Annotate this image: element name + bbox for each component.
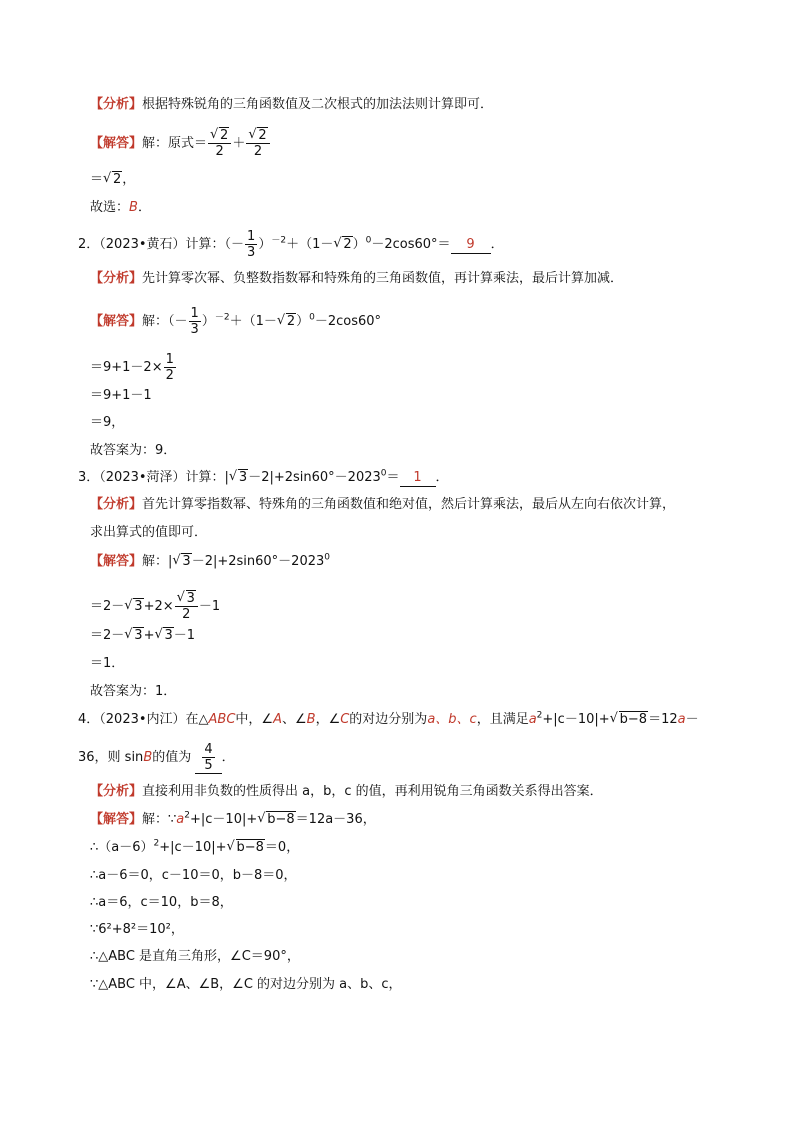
q2-step: ＝9，	[90, 415, 125, 430]
q4-step: ∵△ABC 中，∠A、∠B，∠C 的对边分别为 a、b、c，	[90, 977, 402, 992]
q4-solution: 【解答】解：$\because a^2+|c-10|+√$ b−8＝12a－36，	[90, 812, 376, 828]
q3-step: ＝2－√ 3+2× √ $\frac{3}{2}$ －1	[90, 591, 220, 622]
q3-step: ＝1．	[90, 656, 125, 671]
q1-solution: 【解答】解：原式＝ √ $\frac{2}{2}$ ＋ √ $\frac{2}{2}$	[90, 128, 271, 159]
q1-step: ＝√ 2，	[90, 172, 135, 188]
q4-step: ∵6²+8²＝10²，	[90, 922, 184, 937]
q4-step: ∴a－6＝0，c－10＝0，b－8＝0，	[90, 868, 297, 883]
q4-step: $\therefore(a-6)^2+|c-10|+√$ b−8＝0，	[90, 840, 299, 856]
fraction: √ $\frac{2}{2}$	[208, 128, 231, 159]
q3-solution: 【解答】解：|√ $3-2|+2\sin 60^\circ-2023^0$	[90, 554, 330, 570]
q2-analysis: 【分析】先计算零次幂、负整数指数幂和特殊角的三角函数值，再计算乘法，最后计算加减．	[90, 271, 624, 286]
q2-step: ＝9+1－2× $\frac{1}{2}$	[90, 352, 174, 383]
q2-answer: 故答案为：9．	[90, 443, 177, 458]
q4-analysis: 【分析】直接利用非负数的性质得出 a，b，c 的值，再利用锐角三角函数关系得出答案．	[90, 784, 603, 799]
fraction: √ $\frac{2}{2}$	[246, 128, 269, 159]
q3-question: 3．（2023•菏泽）计算：|√ $3-2|+2\sin 60^\circ-2023^0= 1$ ．	[78, 470, 449, 487]
q3-analysis: 【分析】首先计算零指数幂、特殊角的三角函数值和绝对值，然后计算乘法，最后从左向右依次计算，	[90, 497, 676, 512]
q4-step: ∴a＝6，c＝10，b＝8，	[90, 895, 233, 910]
q2-solution: 【解答】解：（－ $\frac{1}{3}$ ）$^{-2}$＋（1－√ 2）$^0$－2cos60°	[90, 306, 381, 337]
q4-question: 4．（2023•内江）在△ABC中，∠A、∠B，∠C的对边分别为a、b、c，且满足$a^2+|c-10|+√$ b−8＝12a－	[78, 712, 699, 728]
q3-analysis-cont: 求出算式的值即可．	[90, 525, 208, 540]
answer-blank: $\frac{4}{5}$	[195, 742, 221, 774]
q2-step: ＝9+1－1	[90, 388, 152, 403]
q2-question: 2．（2023•黄石）计算：（－ $\frac{1}{3}$ ）$^{-2}$＋（1－√ 2）$^0$－2cos60°＝ 9 ．	[78, 229, 504, 260]
answer-blank: 1	[400, 470, 436, 487]
q3-answer: 故答案为：1．	[90, 684, 177, 699]
q3-step: ＝2－√ 3+√ 3－1	[90, 628, 195, 644]
q4-question-cont: 36，则 sinB的值为 $\frac{4}{5}$ ．	[78, 742, 235, 773]
answer-blank: 9	[451, 237, 491, 254]
q4-step: ∴△ABC 是直角三角形，∠C＝90°，	[90, 949, 300, 964]
q1-analysis: 【分析】根据特殊锐角的三角函数值及二次根式的加法法则计算即可．	[90, 97, 494, 112]
q1-answer: 故选：B．	[90, 200, 151, 215]
